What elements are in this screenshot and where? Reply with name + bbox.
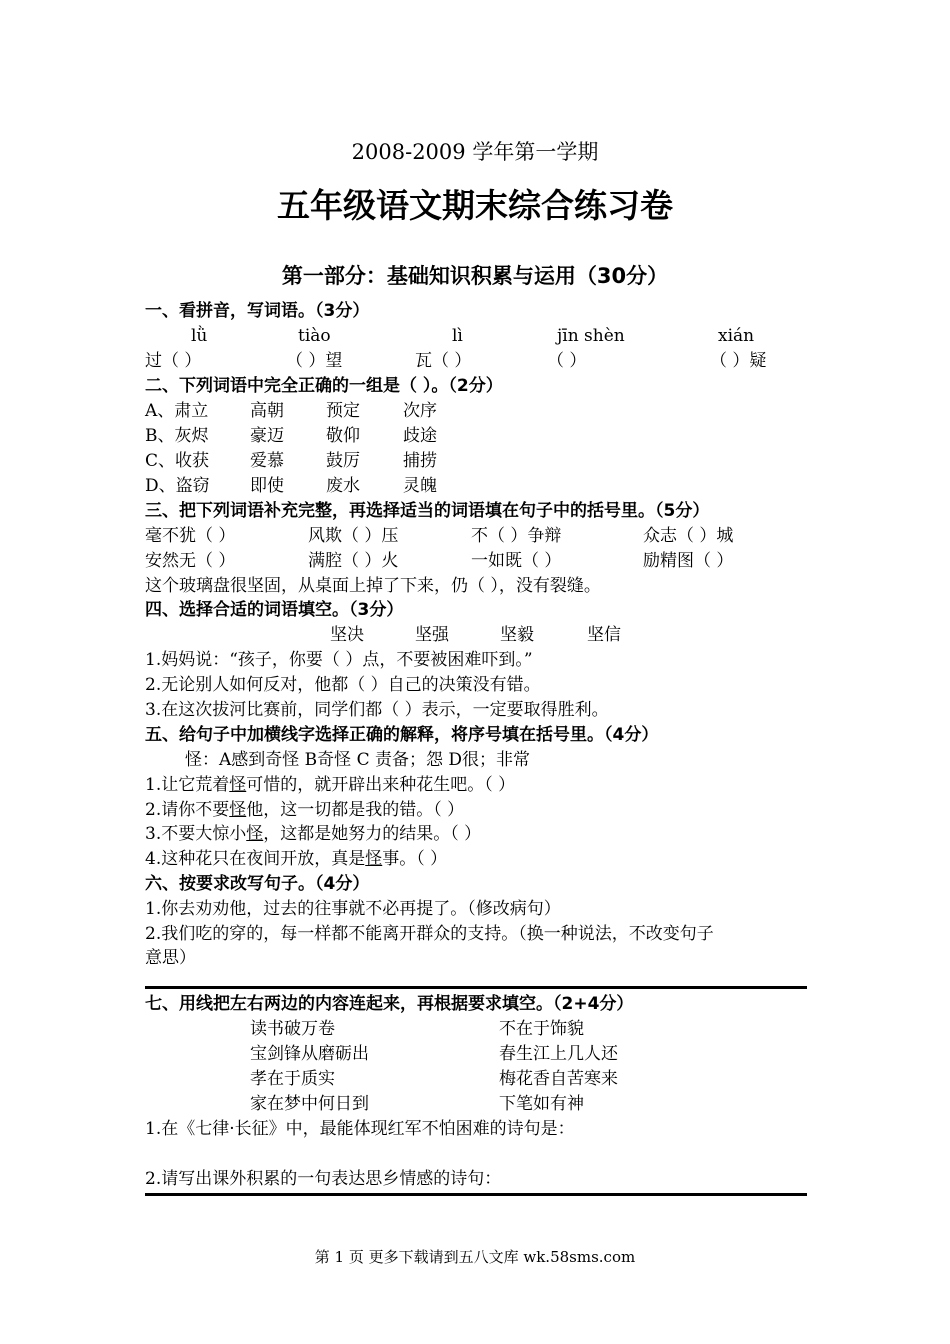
q2-word: 即使 [250,476,284,496]
q1-heading: 一、看拼音，写词语。（3分） [145,301,370,321]
q7-right-item[interactable]: 下笔如有神 [499,1094,584,1114]
q5-item[interactable] [145,773,515,797]
q1-pinyin: lǜ [191,326,208,346]
q3-idiom[interactable]: 不（ ）争辩 [471,526,562,546]
q2-heading: 二、下列词语中完全正确的一组是（ ）。（2分） [145,376,503,396]
q1-pinyin: xián [718,326,755,346]
q2-word: 次序 [403,401,437,421]
q4-item[interactable]: 2.无论别人如何反对，他都（ ）自己的决策没有错。 [145,675,541,695]
q5-item-post: 事。（ ） [382,849,448,869]
q1-blank[interactable]: （ ） [547,351,587,371]
q1-pinyin: jīn shèn [557,326,625,346]
q5-underlined-char: 怪 [246,824,264,844]
answer-line[interactable] [145,1193,807,1196]
q3-sentence[interactable]: 这个玻璃盘很坚固，从桌面上掉了下来，仍（ ），没有裂缝。 [145,576,601,596]
q7-right-item[interactable]: 春生江上几人还 [499,1044,618,1064]
q2-word: 灵魄 [403,476,437,496]
q1-pinyin: lì [452,326,463,346]
exam-term: 2008-2009 学年第一学期 [351,140,599,164]
q7-item: 1.在《七律·长征》中，最能体现红军不怕困难的诗句是： [145,1119,575,1139]
q1-blank[interactable]: 过（ ） [145,351,202,371]
q1-blank[interactable]: 瓦（ ） [415,351,472,371]
q5-heading: 五、给句子中加横线字选择正确的解释，将序号填在括号里。（4分） [145,725,659,745]
q4-heading: 四、选择合适的词语填空。（3分） [145,600,404,620]
q2-word: 豪迈 [250,426,284,446]
q7-left-item[interactable]: 孝在于质实 [250,1069,335,1089]
q3-idiom[interactable]: 风欺（ ）压 [308,526,399,546]
q5-item-pre: 3.不要大惊小 [145,824,247,844]
q7-left-item[interactable]: 宝剑锋从磨砺出 [250,1044,369,1064]
q5-item[interactable] [145,798,464,822]
q5-item-pre: 1.让它荒着 [145,775,230,795]
q6-heading: 六、按要求改写句子。（4分） [145,874,370,894]
q5-underlined-char: 怪 [229,800,247,820]
q5-underlined-char: 怪 [365,849,383,869]
answer-line[interactable] [145,986,807,989]
q2-option-a: A、肃立 [145,401,209,421]
page-footer: 第 1 页 更多下载请到五八文库 wk.58sms.com [314,1248,636,1266]
q4-item[interactable]: 3.在这次拔河比赛前，同学们都（ ）表示，一定要取得胜利。 [145,700,609,720]
part-heading: 第一部分：基础知识积累与运用（30分） [281,264,669,288]
q5-definition: 怪：A感到奇怪 B奇怪 C 责备；怨 D很；非常 [185,750,531,770]
q2-word: 敬仰 [326,426,360,446]
q7-item: 2.请写出课外积累的一句表达思乡情感的诗句： [145,1169,502,1189]
q4-word: 坚强 [415,625,449,645]
q5-underlined-char: 怪 [229,775,247,795]
q1-blank[interactable]: （ ）望 [286,351,343,371]
q5-item-pre: 2.请你不要 [145,800,230,820]
q3-heading: 三、把下列词语补充完整，再选择适当的词语填在句子中的括号里。（5分） [145,501,710,521]
q7-heading: 七、用线把左右两边的内容连起来，再根据要求填空。（2+4分） [145,994,634,1014]
q7-left-item[interactable]: 家在梦中何日到 [250,1094,369,1114]
q2-word: 捕捞 [403,451,437,471]
q2-word: 预定 [326,401,360,421]
q5-item-post: 他，这一切都是我的错。（ ） [246,800,465,820]
q5-item-post: ，这都是她努力的结果。（ ） [263,824,482,844]
q5-item-post: 可惜的，就开辟出来种花生吧。（ ） [246,775,516,795]
q2-word: 废水 [326,476,360,496]
q3-idiom[interactable]: 众志（ ）城 [643,526,734,546]
q4-item[interactable]: 1.妈妈说：“孩子，你要（ ）点，不要被困难吓到。” [145,650,533,670]
q6-item: 1.你去劝劝他，过去的往事就不必再提了。（修改病句） [145,899,561,919]
q2-option-c: C、收获 [145,451,210,471]
q3-idiom[interactable]: 满腔（ ）火 [308,551,399,571]
q5-item-pre: 4.这种花只在夜间开放，真是 [145,849,366,869]
q2-option-b: B、灰烬 [145,426,209,446]
q3-idiom[interactable]: 一如既（ ） [471,551,562,571]
q4-word: 坚决 [330,625,364,645]
q1-blank[interactable]: （ ）疑 [710,351,767,371]
q5-item[interactable] [145,822,481,846]
q2-word: 爱慕 [250,451,284,471]
q3-idiom[interactable]: 毫不犹（ ） [145,526,236,546]
q1-pinyin: tiào [298,326,331,346]
q2-option-d: D、盗窃 [145,476,210,496]
q7-right-item[interactable]: 不在于饰貌 [499,1019,584,1039]
q5-item[interactable] [145,847,447,871]
exam-title: 五年级语文期末综合练习卷 [277,186,673,225]
q3-idiom[interactable]: 安然无（ ） [145,551,236,571]
q4-word: 坚信 [587,625,621,645]
q4-word: 坚毅 [500,625,534,645]
q2-word: 歧途 [403,426,437,446]
q2-word: 高朝 [250,401,284,421]
q6-item-continued: 意思） [145,948,196,968]
q6-item: 2.我们吃的穿的，每一样都不能离开群众的支持。（换一种说法，不改变句子 [145,924,714,944]
q7-right-item[interactable]: 梅花香自苦寒来 [499,1069,618,1089]
q3-idiom[interactable]: 励精图（ ） [643,551,734,571]
q2-word: 鼓厉 [326,451,360,471]
q7-left-item[interactable]: 读书破万卷 [250,1019,335,1039]
